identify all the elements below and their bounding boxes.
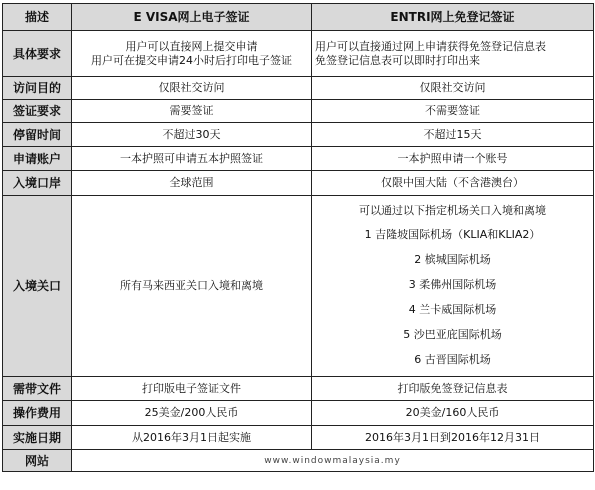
table-row xyxy=(3,401,594,426)
entri-cell: 不需要签证 xyxy=(312,100,594,123)
cell-line: 用户可在提交申请24小时后打印电子签证 xyxy=(91,53,292,67)
evisa-cell: 一本护照可申请五本护照签证 xyxy=(72,147,312,171)
table-row xyxy=(3,196,594,377)
entri-cell: 2016年3月1日到2016年12月31日 xyxy=(312,426,594,450)
table-row xyxy=(3,123,594,147)
airport-item: 1 吉隆坡国际机场（KLIA和KLIA2） xyxy=(364,228,541,241)
cell-line: 免签登记信息表可以即时打印出来 xyxy=(315,53,480,67)
row-label: 访问目的 xyxy=(3,77,72,100)
row-label: 申请账户 xyxy=(3,147,72,171)
entri-cell: 仅限中国大陆（不含港澳台） xyxy=(312,171,594,196)
header-description: 描述 xyxy=(3,4,72,31)
visa-comparison-table xyxy=(2,3,594,472)
airport-item: 4 兰卡威国际机场 xyxy=(408,303,497,316)
cell-line: 用户可以直接网上提交申请 xyxy=(125,39,258,53)
airport-intro: 可以通过以下指定机场关口入境和离境 xyxy=(359,204,546,217)
website-link[interactable]: www.windowmalaysia.my xyxy=(72,450,594,472)
airport-item: 3 柔佛州国际机场 xyxy=(408,278,497,291)
header-evisa: E VISA网上电子签证 xyxy=(72,4,312,31)
evisa-cell: 需要签证 xyxy=(72,100,312,123)
table-row xyxy=(3,77,594,100)
table-row xyxy=(3,426,594,450)
entri-airport-list xyxy=(312,196,594,377)
airport-item: 2 槟城国际机场 xyxy=(414,253,491,266)
evisa-cell: 全球范围 xyxy=(72,171,312,196)
entri-cell xyxy=(312,31,594,77)
table-row xyxy=(3,100,594,123)
row-label: 需带文件 xyxy=(3,377,72,401)
row-label: 网站 xyxy=(3,450,72,472)
evisa-cell: 所有马来西亚关口入境和离境 xyxy=(72,196,312,377)
evisa-cell: 从2016年3月1日起实施 xyxy=(72,426,312,450)
row-label: 操作费用 xyxy=(3,401,72,426)
header-row xyxy=(3,4,594,31)
evisa-cell: 不超过30天 xyxy=(72,123,312,147)
evisa-cell xyxy=(72,31,312,77)
row-label: 实施日期 xyxy=(3,426,72,450)
row-label: 入境口岸 xyxy=(3,171,72,196)
evisa-cell: 仅限社交访问 xyxy=(72,77,312,100)
row-label: 入境关口 xyxy=(3,196,72,377)
row-label: 签证要求 xyxy=(3,100,72,123)
entri-cell: 一本护照申请一个账号 xyxy=(312,147,594,171)
table-row xyxy=(3,171,594,196)
airport-item: 6 古晋国际机场 xyxy=(414,353,491,366)
entri-cell: 仅限社交访问 xyxy=(312,77,594,100)
evisa-cell: 25美金/200人民币 xyxy=(72,401,312,426)
header-entri: ENTRI网上免登记签证 xyxy=(312,4,594,31)
table-row xyxy=(3,377,594,401)
entri-cell: 20美金/160人民币 xyxy=(312,401,594,426)
entri-cell: 不超过15天 xyxy=(312,123,594,147)
table-row xyxy=(3,31,594,77)
entri-cell: 打印版免签登记信息表 xyxy=(312,377,594,401)
table-row xyxy=(3,450,594,472)
row-label: 停留时间 xyxy=(3,123,72,147)
airport-item: 5 沙巴亚庇国际机场 xyxy=(403,328,502,341)
table-row xyxy=(3,147,594,171)
cell-line: 用户可以直接通过网上申请获得免签登记信息表 xyxy=(315,39,546,53)
row-label: 具体要求 xyxy=(3,31,72,77)
evisa-cell: 打印版电子签证文件 xyxy=(72,377,312,401)
